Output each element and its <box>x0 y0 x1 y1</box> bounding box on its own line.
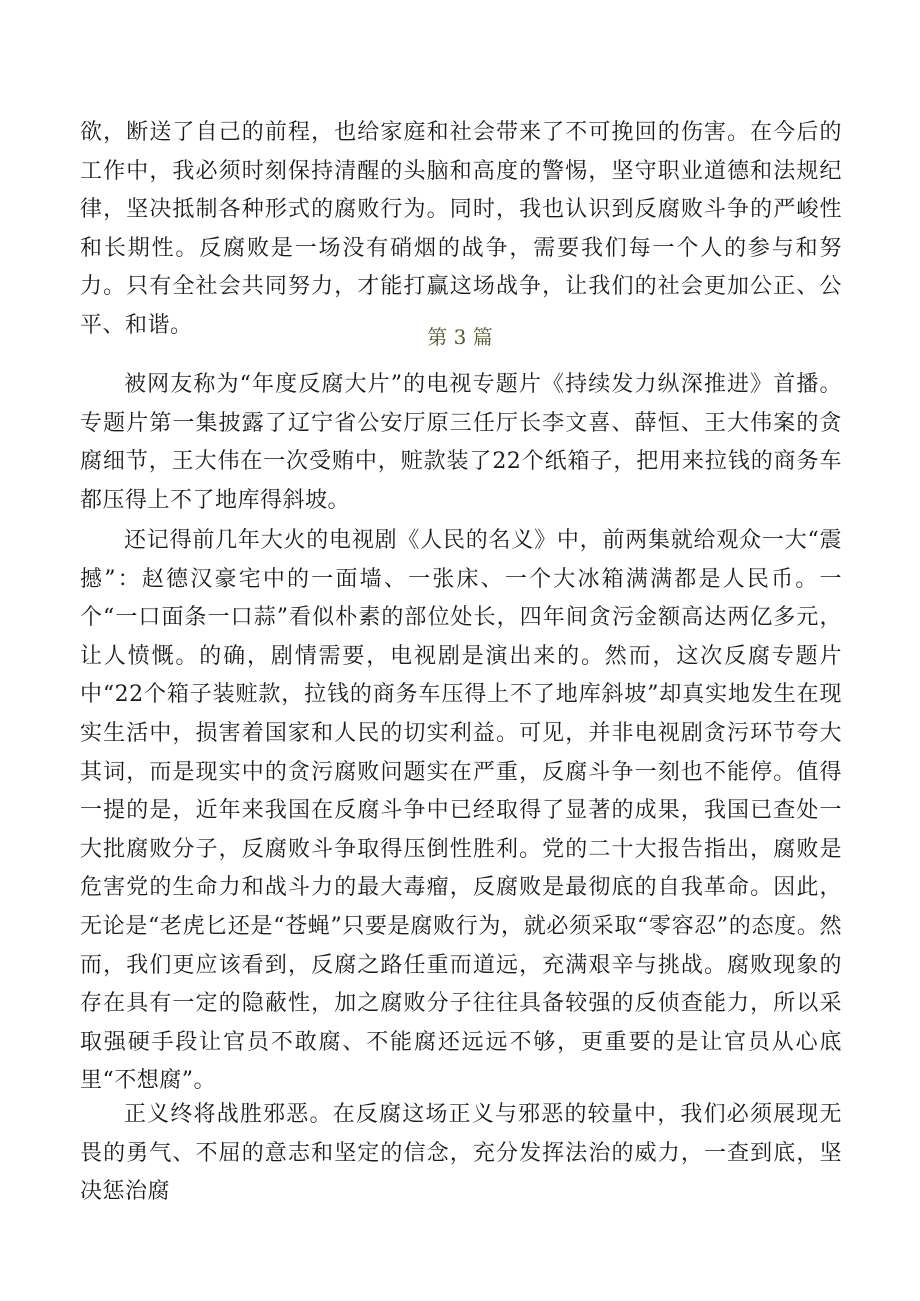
document-body-section3-p3 <box>80 1096 842 1212</box>
paragraph-continuation: 欲，断送了自己的前程，也给家庭和社会带来了不可挽回的伤害。在今后的工作中，我必须时刻保持清醒的头脑和高度的警惕，坚守职业道德和法规纪律，坚决抵制各种形式的腐败行为。同时，我也认识到反腐败斗争的严峻性和长期性。反腐败是一场没有硝烟的战争，需要我们每一个人的参与和努力。只有全社会共同努力，才能打赢这场战争，让我们的社会更加公正、公平、和谐。 <box>80 120 842 338</box>
paragraph: 正义终将战胜邪恶。在反腐这场正义与邪恶的较量中，我们必须展现无畏的勇气、不屈的意志和坚定的信念，充分发挥法治的威力，一查到底，坚决惩治腐 <box>80 1102 842 1205</box>
section-heading: 第 3 篇 <box>427 325 493 349</box>
document-body-top <box>80 114 842 346</box>
paragraph: 还记得前几年大火的电视剧《人民的名义》中，前两集就给观众一大“震撼”：赵德汉豪宅中的一面墙、一张床、一个大冰箱满满都是人民币。一个“一口面条一口蒜”看似朴素的部位处长，四年间贪污金额高达两亿多元，让人愤慨。的确，剧情需要，电视剧是演出来的。然而，这次反腐专题片中“22个箱子装赃款，拉钱的商务车压得上不了地库斜坡”却真实地发生在现实生活中，损害着国家和人民的切实利益。可见，并非电视剧贪污环节夸大其词，而是现实中的贪污腐败问题实在严重，反腐斗争一刻也不能停。值得一提的是，近年来我国在反腐斗争中已经取得了显著的成果，我国已查处一大批腐败分子，反腐败斗争取得压倒性胜利。党的二十大报告指出，腐败是危害党的生命力和战斗力的最大毒瘤，反腐败是最彻底的自我革命。因此，无论是“老虎匕还是“苍蝇”只要是腐败行为，就必须采取“零容忍”的态度。然而，我们更应该看到，反腐之路任重而道远，充满艰辛与挑战。腐败现象的存在具有一定的隐蔽性，加之腐败分子往往具备较强的反侦查能力，所以采取强硬手段让官员不敢腐、不能腐还远远不够，更重要的是让官员从心底里“不想腐”。 <box>80 528 842 1094</box>
paragraph: 被网友称为“年度反腐大片”的电视专题片《持续发力纵深推进》首播。专题片第一集披露了辽宁省公安厅原三任厅长李文喜、薛恒、王大伟案的贪腐细节，王大伟在一次受贿中，赃款装了22个纸箱子，把用来拉钱的商务车都压得上不了地库得斜坡。 <box>80 372 842 513</box>
document-body-section3-p2 <box>80 522 842 1101</box>
document-body-section3-p1 <box>80 366 842 520</box>
